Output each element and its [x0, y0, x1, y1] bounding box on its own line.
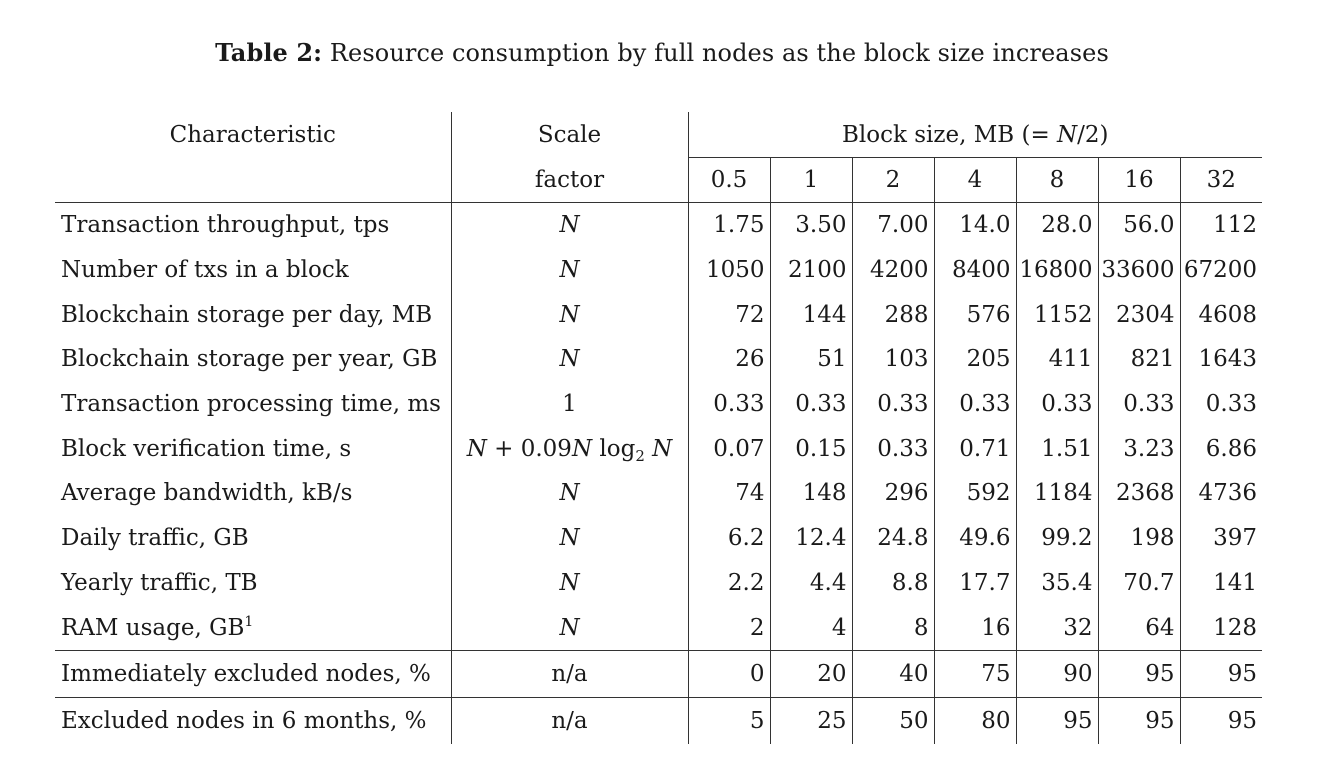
- cell-value: 1643: [1198, 346, 1257, 373]
- cell-value: 112: [1213, 212, 1257, 239]
- cell-value: 4.4: [770, 561, 852, 606]
- block-size-4: 8: [1016, 158, 1098, 203]
- row-characteristic: [55, 516, 451, 561]
- resource-table: [55, 112, 1262, 744]
- row-characteristic-text: Blockchain storage per day, MB: [61, 301, 433, 328]
- cell-value: 0.33: [1098, 382, 1180, 427]
- row-scale-factor: N: [451, 471, 688, 516]
- cell-value: 0.33: [934, 382, 1016, 427]
- table-body: [55, 203, 1262, 744]
- cell-value: 2.2: [688, 561, 770, 606]
- cell-value: 99.2: [1016, 516, 1098, 561]
- cell-value: 144: [770, 292, 852, 337]
- row-scale-factor: N: [451, 605, 688, 650]
- cell-value: 74: [688, 471, 770, 516]
- cell-value: 0.71: [934, 426, 1016, 471]
- cell-value: 90: [1016, 650, 1098, 697]
- block-size-3: 4: [934, 158, 1016, 203]
- table-row: [55, 248, 1262, 293]
- block-size-5: 16: [1098, 158, 1180, 203]
- cell-value: 0: [688, 650, 770, 697]
- cell-value: 1.75: [688, 203, 770, 248]
- cell-value: 8: [852, 605, 934, 650]
- cell-value: 2304: [1098, 292, 1180, 337]
- header-block-size: [688, 112, 1262, 158]
- cell-value: 26: [688, 337, 770, 382]
- row-scale-factor: N: [451, 516, 688, 561]
- row-characteristic-text: RAM usage, GB: [61, 614, 245, 641]
- cell-value: 24.8: [852, 516, 934, 561]
- cell-value: 2: [688, 605, 770, 650]
- cell-value: 0.33: [852, 426, 934, 471]
- row-characteristic-text: Average bandwidth, kB/s: [61, 480, 353, 507]
- cell-value: 296: [852, 471, 934, 516]
- row-characteristic: [55, 337, 451, 382]
- cell-value: 5: [688, 697, 770, 744]
- cell-value: 32: [1016, 605, 1098, 650]
- cell-value: 28.0: [1016, 203, 1098, 248]
- row-scale-factor: 1: [451, 382, 688, 427]
- cell-value: 12.4: [770, 516, 852, 561]
- row-scale-factor: N: [451, 292, 688, 337]
- table-row: [55, 697, 1262, 744]
- cell-value: 25: [770, 697, 852, 744]
- cell-value: 50: [852, 697, 934, 744]
- row-characteristic-text: Immediately excluded nodes, %: [61, 660, 431, 687]
- cell-value: 64: [1098, 605, 1180, 650]
- cell-value: 4736: [1198, 480, 1257, 507]
- cell-value: 16800: [1016, 248, 1098, 293]
- row-characteristic-text: Transaction processing time, ms: [61, 391, 441, 418]
- cell-value: 67200: [1183, 257, 1257, 284]
- row-characteristic-text: Transaction throughput, tps: [61, 212, 390, 239]
- row-scale-factor: N: [451, 337, 688, 382]
- cell-value: 397: [1213, 525, 1257, 552]
- caption-label: Table 2:: [215, 38, 323, 67]
- caption-text: Resource consumption by full nodes as the block size increases: [329, 39, 1109, 67]
- row-characteristic-text: Block verification time, s: [61, 435, 352, 462]
- table-row: [55, 426, 1262, 471]
- row-characteristic-text: Daily traffic, GB: [61, 525, 249, 552]
- cell-value: 1152: [1016, 292, 1098, 337]
- cell-value: 40: [852, 650, 934, 697]
- cell-value: 3.23: [1098, 426, 1180, 471]
- cell-value: 0.33: [1016, 382, 1098, 427]
- cell-value: 7.00: [852, 203, 934, 248]
- header-characteristic-blank: [55, 158, 451, 203]
- cell-value: 0.33: [1205, 391, 1257, 418]
- cell-value: 6.86: [1205, 435, 1257, 462]
- row-characteristic: [55, 697, 451, 744]
- cell-value: 35.4: [1016, 561, 1098, 606]
- table-row: [55, 650, 1262, 697]
- block-size-2: 2: [852, 158, 934, 203]
- cell-value: 1184: [1016, 471, 1098, 516]
- header-scale-line1: Scale: [451, 112, 688, 158]
- cell-value: 1.51: [1016, 426, 1098, 471]
- row-characteristic: [55, 382, 451, 427]
- cell-value: 95: [1180, 650, 1262, 697]
- cell-value: 198: [1098, 516, 1180, 561]
- row-characteristic: [55, 561, 451, 606]
- table-row: [55, 292, 1262, 337]
- cell-value: 95: [1180, 697, 1262, 744]
- row-characteristic: [55, 471, 451, 516]
- cell-value: 16: [934, 605, 1016, 650]
- table-row: [55, 203, 1262, 248]
- table-caption: [0, 38, 1324, 67]
- cell-value: 20: [770, 650, 852, 697]
- row-scale-factor: n/a: [451, 650, 688, 697]
- cell-value: 6.2: [688, 516, 770, 561]
- cell-value: 0.33: [770, 382, 852, 427]
- cell-value: 288: [852, 292, 934, 337]
- cell-value: 592: [934, 471, 1016, 516]
- row-characteristic: [55, 292, 451, 337]
- cell-value: 148: [770, 471, 852, 516]
- row-characteristic: [55, 605, 451, 650]
- cell-value: 0.07: [688, 426, 770, 471]
- cell-value: 49.6: [934, 516, 1016, 561]
- cell-value: 128: [1213, 614, 1257, 641]
- header-scale-line2: factor: [451, 158, 688, 203]
- row-characteristic: [55, 203, 451, 248]
- cell-value: 205: [934, 337, 1016, 382]
- cell-value: 56.0: [1098, 203, 1180, 248]
- cell-value: 821: [1098, 337, 1180, 382]
- cell-value: 17.7: [934, 561, 1016, 606]
- footnote-marker: 1: [244, 613, 254, 630]
- cell-value: 51: [770, 337, 852, 382]
- cell-value: 33600: [1098, 248, 1180, 293]
- row-characteristic-text: Number of txs in a block: [61, 257, 349, 284]
- cell-value: 4608: [1198, 301, 1257, 328]
- row-characteristic-text: Excluded nodes in 6 months, %: [61, 707, 427, 734]
- cell-value: 4200: [852, 248, 934, 293]
- cell-value: 0.33: [852, 382, 934, 427]
- row-characteristic-text: Yearly traffic, TB: [61, 569, 258, 596]
- row-scale-factor: N + 0.09N $\log_2 N$: [451, 426, 688, 471]
- cell-value: 70.7: [1098, 561, 1180, 606]
- row-characteristic: [55, 650, 451, 697]
- block-size-label: Block size, MB (= N/2): [841, 121, 1109, 148]
- cell-value: 95: [1098, 697, 1180, 744]
- cell-value: 80: [934, 697, 1016, 744]
- block-size-1: 1: [770, 158, 852, 203]
- row-scale-factor: N: [451, 203, 688, 248]
- block-size-6: 32: [1180, 158, 1262, 203]
- cell-value: 75: [934, 650, 1016, 697]
- cell-value: 576: [934, 292, 1016, 337]
- cell-value: 95: [1016, 697, 1098, 744]
- row-characteristic: [55, 426, 451, 471]
- row-characteristic-text: Blockchain storage per year, GB: [61, 346, 438, 373]
- header-characteristic: Characteristic: [169, 121, 336, 148]
- cell-value: 95: [1098, 650, 1180, 697]
- cell-value: 0.15: [770, 426, 852, 471]
- row-scale-factor: N: [451, 248, 688, 293]
- cell-value: 0.33: [688, 382, 770, 427]
- cell-value: 141: [1213, 569, 1257, 596]
- table-row: [55, 337, 1262, 382]
- row-scale-factor: n/a: [451, 697, 688, 744]
- cell-value: 8400: [934, 248, 1016, 293]
- cell-value: 8.8: [852, 561, 934, 606]
- block-size-0: 0.5: [688, 158, 770, 203]
- table-row: [55, 605, 1262, 650]
- resource-table-container: [55, 112, 1262, 744]
- cell-value: 2100: [770, 248, 852, 293]
- table-row: [55, 382, 1262, 427]
- table-row: [55, 561, 1262, 606]
- cell-value: 4: [770, 605, 852, 650]
- cell-value: 1050: [688, 248, 770, 293]
- row-characteristic: [55, 248, 451, 293]
- cell-value: 2368: [1098, 471, 1180, 516]
- cell-value: 14.0: [934, 203, 1016, 248]
- table-row: [55, 471, 1262, 516]
- cell-value: 72: [688, 292, 770, 337]
- cell-value: 411: [1016, 337, 1098, 382]
- table-row: [55, 516, 1262, 561]
- cell-value: 3.50: [770, 203, 852, 248]
- row-scale-factor: N: [451, 561, 688, 606]
- cell-value: 103: [852, 337, 934, 382]
